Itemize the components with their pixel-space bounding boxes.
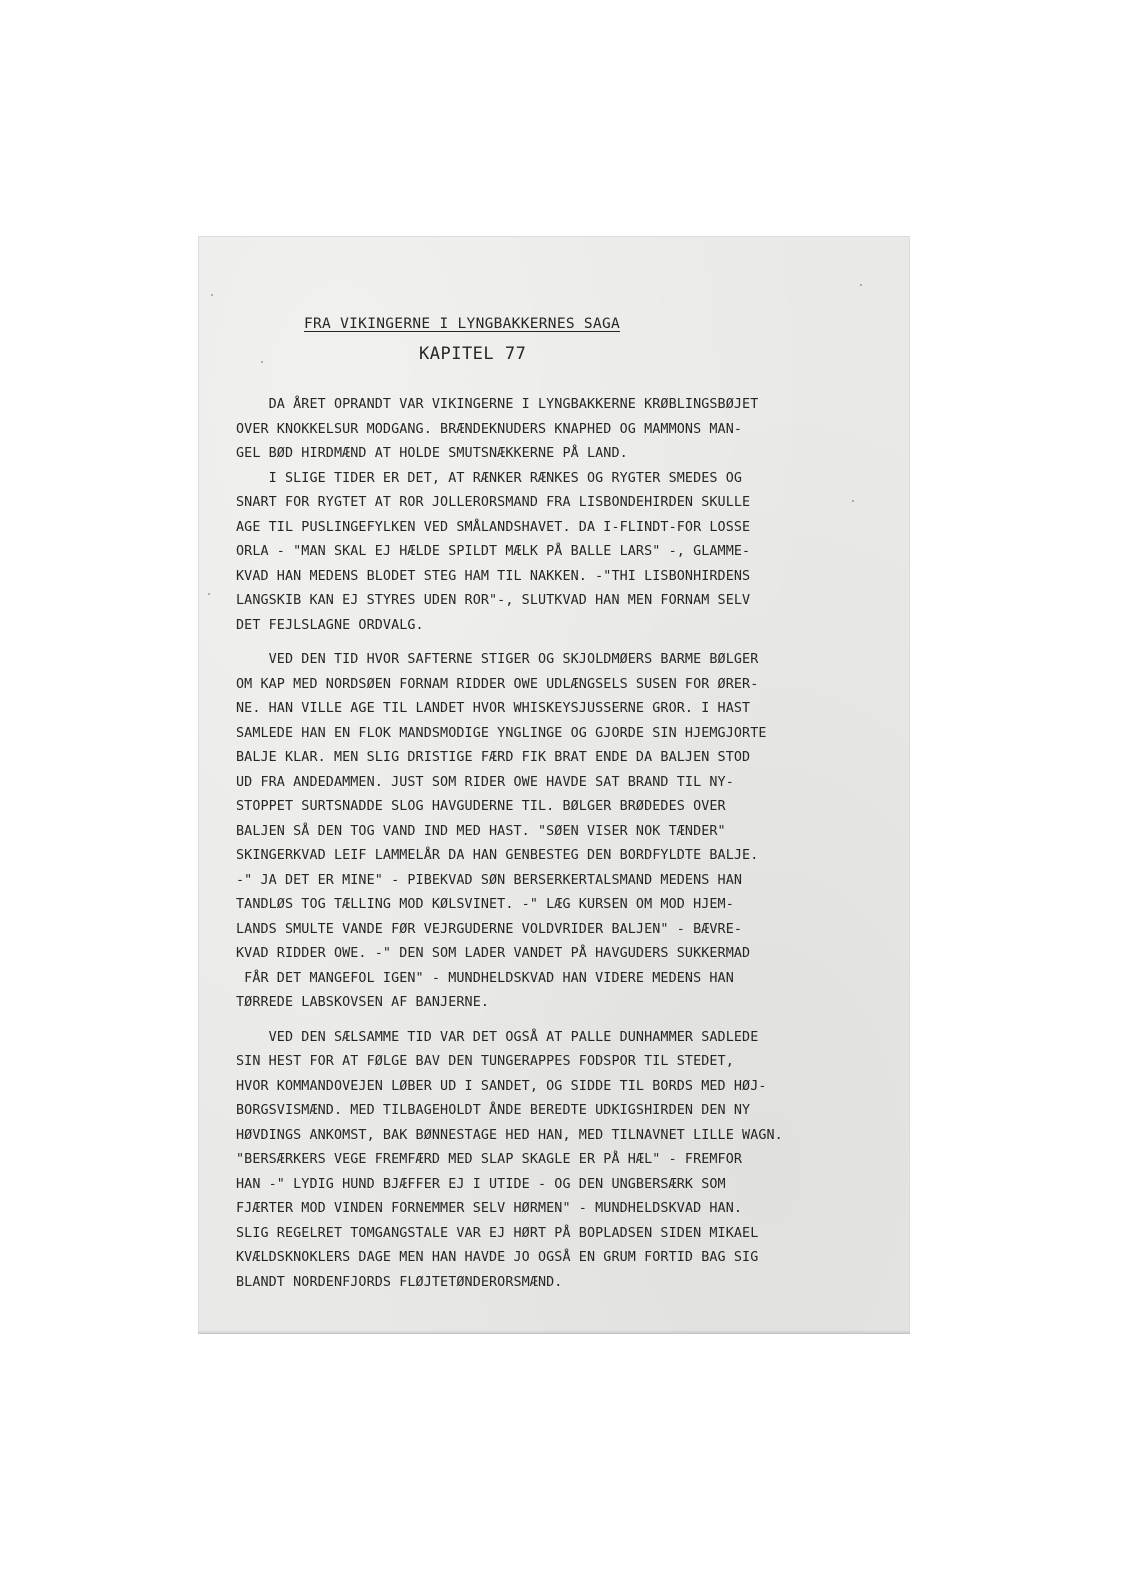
text-line: STOPPET SURTSNADDE SLOG HAVGUDERNE TIL. BØLGER BRØDEDES OVER: [236, 799, 726, 814]
text-line: SNART FOR RYGTET AT ROR JOLLERORSMAND FRA LISBONDEHIRDEN SKULLE: [236, 495, 751, 510]
typewritten-sheet: [198, 236, 910, 1334]
text-line: HAN -" LYDIG HUND BJÆFFER EJ I UTIDE - OG DEN UNGBERSÆRK SOM: [236, 1176, 726, 1192]
text-line: LANGSKIB KAN EJ STYRES UDEN ROR"-, SLUTKVAD HAN MEN FORNAM SELV: [236, 593, 751, 608]
paper-speck: [860, 284, 862, 286]
text-line: NE. HAN VILLE AGE TIL LANDET HVOR WHISKEYSJUSSERNE GROR. I HAST: [236, 701, 751, 716]
paragraph: [236, 648, 896, 1016]
paragraph: [236, 393, 896, 638]
text-line: ORLA - "MAN SKAL EJ HÆLDE SPILDT MÆLK PÅ BALLE LARS" -, GLAMME-: [236, 544, 751, 559]
paper-speck: [852, 500, 854, 502]
text-line: "BERSÆRKERS VEGE FREMFÆRD MED SLAP SKAGLE ER PÅ HÆL" - FREMFOR: [236, 1152, 743, 1167]
text-line: UD FRA ANDEDAMMEN. JUST SOM RIDER OWE HAVDE SAT BRAND TIL NY-: [236, 774, 734, 790]
text-line: HVOR KOMMANDOVEJEN LØBER UD I SANDET, OG SIDDE TIL BORDS MED HØJ-: [236, 1078, 767, 1094]
text-line: LANDS SMULTE VANDE FØR VEJRGUDERNE VOLDVRIDER BALJEN" - BÆVRE-: [236, 921, 743, 937]
text-line: OVER KNOKKELSUR MODGANG. BRÆNDEKNUDERS KNAPHED OG MAMMONS MAN-: [236, 421, 743, 437]
body-text: [236, 393, 896, 1305]
text-line: OM KAP MED NORDSØEN FORNAM RIDDER OWE UDLÆNGSELS SUSEN FOR ØRER-: [236, 676, 759, 692]
paper-speck: [261, 361, 263, 363]
text-line: BLANDT NORDENFJORDS FLØJTETØNDERORSMÆND.: [236, 1274, 563, 1290]
paper-speck: [211, 294, 213, 296]
text-line: BALJEN SÅ DEN TOG VAND IND MED HAST. "SØEN VISER NOK TÆNDER": [236, 823, 726, 839]
text-line: BALJE KLAR. MEN SLIG DRISTIGE FÆRD FIK BRAT ENDE DA BALJEN STOD: [236, 750, 751, 765]
text-line: SIN HEST FOR AT FØLGE BAV DEN TUNGERAPPES FODSPOR TIL STEDET,: [236, 1054, 734, 1069]
text-line: DET FEJLSLAGNE ORDVALG.: [236, 617, 424, 633]
text-line: SKINGERKVAD LEIF LAMMELÅR DA HAN GENBESTEG DEN BORDFYLDTE BALJE.: [236, 848, 759, 863]
text-line: FJÆRTER MOD VINDEN FORNEMMER SELV HØRMEN" - MUNDHELDSKVAD HAN.: [236, 1201, 743, 1216]
text-line: -" JA DET ER MINE" - PIBEKVAD SØN BERSERKERTALSMAND MEDENS HAN: [236, 872, 743, 888]
document-title: FRA VIKINGERNE I LYNGBAKKERNES SAGA: [304, 316, 621, 332]
paper-speck: [208, 593, 210, 595]
text-line: GEL BØD HIRDMÆND AT HOLDE SMUTSNÆKKERNE PÅ LAND.: [236, 446, 628, 461]
text-line: KVAD RIDDER OWE. -" DEN SOM LADER VANDET PÅ HAVGUDERS SUKKERMAD: [236, 946, 751, 961]
text-line: VED DEN TID HVOR SAFTERNE STIGER OG SKJOLDMØERS BARME BØLGER: [236, 652, 759, 667]
text-line: VED DEN SÆLSAMME TID VAR DET OGSÅ AT PALLE DUNHAMMER SADLEDE: [236, 1029, 759, 1045]
text-line: FÅR DET MANGEFOL IGEN" - MUNDHELDSKVAD HAN VIDERE MEDENS HAN: [236, 970, 734, 986]
text-line: KVAD HAN MEDENS BLODET STEG HAM TIL NAKKEN. -"THI LISBONHIRDENS: [236, 568, 751, 584]
text-line: HØVDINGS ANKOMST, BAK BØNNESTAGE HED HAN, MED TILNAVNET LILLE WAGN.: [236, 1127, 783, 1143]
text-line: BORGSVISMÆND. MED TILBAGEHOLDT ÅNDE BEREDTE UDKIGSHIRDEN DEN NY: [236, 1103, 751, 1118]
text-line: TØRREDE LABSKOVSEN AF BANJERNE.: [236, 995, 490, 1010]
text-line: SLIG REGELRET TOMGANGSTALE VAR EJ HØRT PÅ BOPLADSEN SIDEN MIKAEL: [236, 1225, 759, 1241]
chapter-heading: KAPITEL 77: [419, 344, 527, 364]
text-line: I SLIGE TIDER ER DET, AT RÆNKER RÆNKES OG RYGTER SMEDES OG: [236, 470, 743, 486]
text-line: SAMLEDE HAN EN FLOK MANDSMODIGE YNGLINGE OG GJORDE SIN HJEMGJORTE: [236, 725, 767, 741]
paragraph: [236, 1026, 896, 1296]
text-line: TANDLØS TOG TÆLLING MOD KØLSVINET. -" LÆG KURSEN OM MOD HJEM-: [236, 897, 734, 912]
text-line: DA ÅRET OPRANDT VAR VIKINGERNE I LYNGBAKKERNE KRØBLINGSBØJET: [236, 397, 759, 412]
text-line: AGE TIL PUSLINGEFYLKEN VED SMÅLANDSHAVET. DA I-FLINDT-FOR LOSSE: [236, 519, 751, 535]
text-line: KVÆLDSKNOKLERS DAGE MEN HAN HAVDE JO OGSÅ EN GRUM FORTID BAG SIG: [236, 1250, 759, 1265]
